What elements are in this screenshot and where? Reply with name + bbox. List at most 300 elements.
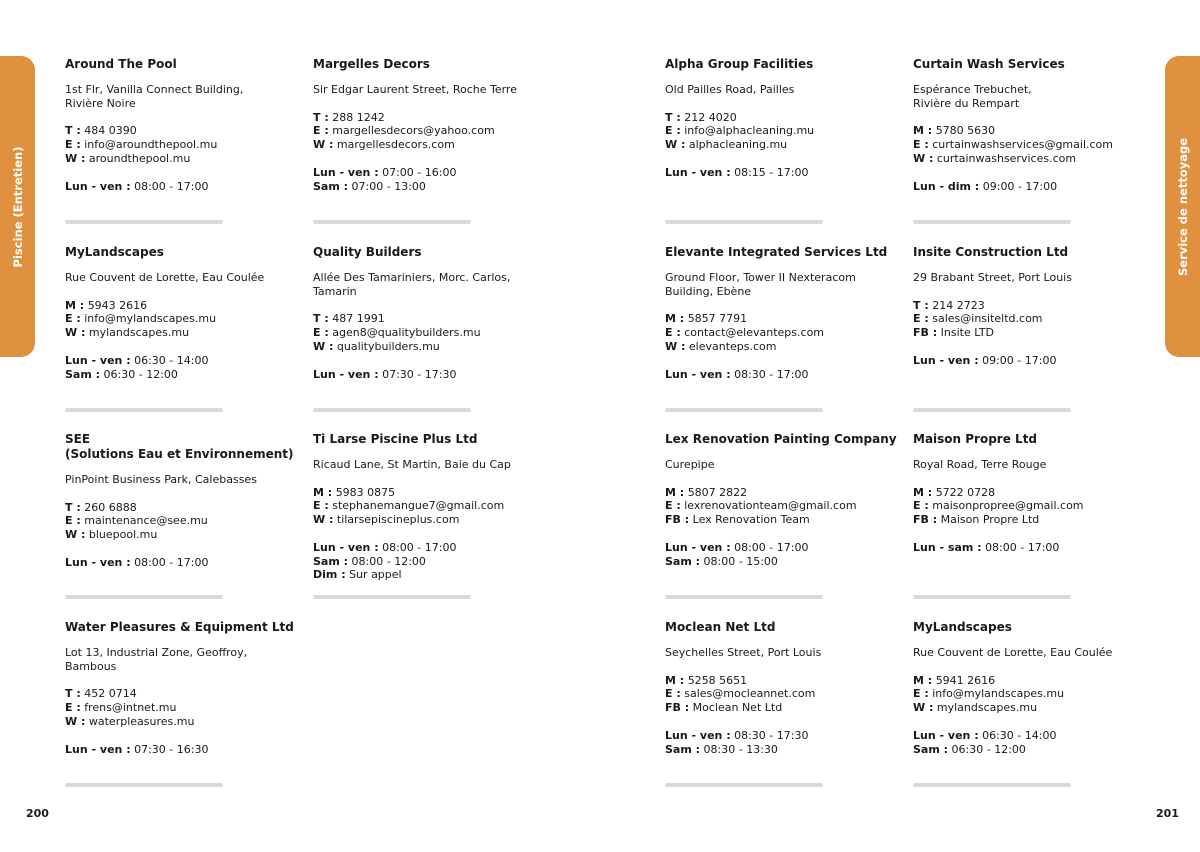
contact-value: margellesdecors@yahoo.com (332, 124, 495, 138)
contact-value: agen8@qualitybuilders.mu (332, 326, 481, 340)
hours-line (665, 555, 905, 569)
address (65, 271, 305, 285)
contact-value: aroundthepool.mu (88, 151, 191, 165)
company-name-line: Moclean Net Ltd (665, 620, 776, 634)
contact-line (665, 687, 905, 701)
contact-label: W : (665, 339, 686, 353)
contact-line (65, 312, 305, 326)
company-name-line: Lex Renovation Painting Company (665, 432, 897, 446)
address (665, 458, 905, 472)
contact-value: 5983 0875 (335, 485, 396, 499)
hours-value: 08:30 - 17:30 (734, 728, 809, 742)
contact-label: T : (65, 124, 81, 138)
separator-bar (65, 595, 223, 599)
company-name (665, 432, 905, 447)
hours-label: Lun - ven : (65, 555, 131, 569)
contact-line (313, 326, 553, 340)
contact-label: E : (665, 326, 681, 340)
contact-line (665, 486, 905, 500)
hours-label: Sam : (313, 554, 349, 568)
address (65, 473, 305, 487)
separator-bar (65, 220, 223, 224)
listing-entry (913, 620, 1153, 756)
hours-line (65, 743, 305, 757)
contact-line (665, 674, 905, 688)
contact-line (313, 499, 553, 513)
company-name-line: Margelles Decors (313, 57, 430, 71)
contact-label: E : (65, 514, 81, 528)
side-tab-piscine (0, 56, 35, 357)
hours-label: Lun - ven : (65, 179, 131, 193)
hours-value: 08:30 - 17:00 (734, 367, 809, 381)
company-name (665, 245, 905, 260)
hours-line (913, 729, 1153, 743)
contact-value: margellesdecors.com (336, 138, 455, 152)
hours-line (913, 354, 1153, 368)
hours-label: Lun - ven : (65, 353, 131, 367)
contact-value: alphacleaning.mu (688, 138, 788, 152)
contact-value: contact@elevanteps.com (684, 326, 825, 340)
separator-bar (313, 220, 471, 224)
contact-info (313, 486, 553, 527)
hours-label: Lun - ven : (665, 728, 731, 742)
address-line: Rue Couvent de Lorette, Eau Coulée (65, 271, 265, 284)
opening-hours (913, 729, 1153, 757)
contact-line (313, 340, 553, 354)
contact-label: W : (65, 528, 86, 542)
hours-line (665, 541, 905, 555)
contact-line (913, 152, 1153, 166)
contact-line (665, 701, 905, 715)
company-name-line: SEE (65, 432, 91, 446)
company-name (65, 620, 305, 635)
contact-label: T : (65, 500, 81, 514)
contact-line (65, 299, 305, 313)
company-name-line: Around The Pool (65, 57, 177, 71)
contact-line (665, 312, 905, 326)
address (913, 83, 1153, 111)
address-line: PinPoint Business Park, Calebasses (65, 473, 257, 486)
contact-value: elevanteps.com (688, 339, 777, 353)
separator-bar (913, 408, 1071, 412)
contact-line (913, 701, 1153, 715)
contact-label: T : (313, 110, 329, 124)
contact-value: 5943 2616 (87, 298, 148, 312)
company-name (65, 57, 305, 72)
company-name-line: Maison Propre Ltd (913, 432, 1038, 446)
contact-value: curtainwashservices@gmail.com (932, 138, 1113, 152)
contact-label: T : (665, 110, 681, 124)
hours-value: 08:15 - 17:00 (734, 165, 809, 179)
contact-label: W : (313, 513, 334, 527)
contact-value: sales@insiteltd.com (932, 312, 1043, 326)
contact-value: 260 6888 (84, 500, 137, 514)
hours-value: 08:00 - 12:00 (351, 554, 426, 568)
contact-value: 5780 5630 (935, 124, 996, 138)
contact-label: T : (313, 312, 329, 326)
hours-line (65, 556, 305, 570)
contact-label: W : (313, 138, 334, 152)
contact-line (913, 687, 1153, 701)
hours-line (665, 743, 905, 757)
company-name-line: MyLandscapes (65, 245, 164, 259)
contact-label: M : (913, 124, 933, 138)
contact-label: E : (665, 687, 681, 701)
hours-value: 06:30 - 12:00 (103, 367, 178, 381)
contact-label: M : (913, 673, 933, 687)
contact-label: W : (913, 701, 934, 715)
address-line: Old Pailles Road, Pailles (665, 83, 795, 96)
address-line: Royal Road, Terre Rouge (913, 458, 1047, 471)
contact-line (913, 124, 1153, 138)
contact-value: info@aroundthepool.mu (84, 138, 218, 152)
company-name (913, 57, 1153, 72)
contact-info (65, 299, 305, 340)
address-line: Lot 13, Industrial Zone, Geoffroy, (65, 646, 248, 659)
company-name-line: Alpha Group Facilities (665, 57, 814, 71)
listing-entry (313, 432, 553, 582)
contact-label: E : (313, 124, 329, 138)
hours-value: 07:00 - 13:00 (351, 179, 426, 193)
opening-hours (65, 556, 305, 570)
contact-label: M : (665, 312, 685, 326)
side-tab-label: Piscine (Entretien) (10, 146, 25, 267)
contact-line (665, 340, 905, 354)
contact-info (913, 486, 1153, 527)
company-name (665, 620, 905, 635)
address-line: Espérance Trebuchet, (913, 83, 1032, 96)
address-line: 29 Brabant Street, Port Louis (913, 271, 1072, 284)
contact-line (913, 326, 1153, 340)
address (665, 271, 905, 299)
hours-label: Lun - ven : (313, 367, 379, 381)
company-name-line: Quality Builders (313, 245, 422, 259)
contact-line (913, 674, 1153, 688)
contact-value: 212 4020 (684, 110, 737, 124)
hours-line (665, 368, 905, 382)
hours-value: 09:00 - 17:00 (982, 353, 1057, 367)
listing-entry (65, 432, 305, 570)
company-name (65, 432, 305, 462)
opening-hours (65, 180, 305, 194)
contact-label: M : (665, 673, 685, 687)
contact-line (313, 138, 553, 152)
contact-label: W : (913, 151, 934, 165)
company-name-line: Elevante Integrated Services Ltd (665, 245, 888, 259)
side-tab-nettoyage (1165, 56, 1200, 357)
hours-value: 07:00 - 16:00 (382, 165, 457, 179)
contact-info (665, 674, 905, 715)
address-line: Ricaud Lane, St Martin, Baie du Cap (313, 458, 511, 471)
hours-label: Lun - ven : (665, 165, 731, 179)
page-number-right: 201 (1156, 807, 1179, 820)
company-name-line: Curtain Wash Services (913, 57, 1065, 71)
opening-hours (665, 368, 905, 382)
contact-value: mylandscapes.mu (88, 326, 190, 340)
contact-value: Moclean Net Ltd (692, 701, 783, 715)
contact-line (913, 312, 1153, 326)
company-name (313, 245, 553, 260)
contact-label: M : (913, 485, 933, 499)
contact-label: E : (913, 138, 929, 152)
company-name (913, 245, 1153, 260)
contact-line (665, 326, 905, 340)
hours-line (313, 568, 553, 582)
contact-line (65, 715, 305, 729)
separator-bar (65, 408, 223, 412)
contact-line (665, 111, 905, 125)
separator-bar (65, 783, 223, 787)
contact-info (913, 299, 1153, 340)
address-line: Allée Des Tamariniers, Morc. Carlos, (313, 271, 511, 284)
contact-value: 5258 5651 (687, 673, 748, 687)
listing-entry (665, 57, 905, 180)
hours-line (313, 541, 553, 555)
opening-hours (313, 541, 553, 582)
address-line: 1st Flr, Vanilla Connect Building, (65, 83, 244, 96)
hours-value: 06:30 - 14:00 (134, 353, 209, 367)
hours-line (913, 541, 1153, 555)
address (313, 83, 553, 97)
listing-entry (913, 432, 1153, 555)
contact-label: W : (65, 714, 86, 728)
address-line: Seychelles Street, Port Louis (665, 646, 822, 659)
contact-line (665, 513, 905, 527)
separator-bar (313, 408, 471, 412)
address-line: Building, Ebène (665, 284, 752, 298)
opening-hours (65, 743, 305, 757)
contact-value: info@alphacleaning.mu (684, 124, 815, 138)
contact-value: maisonpropree@gmail.com (932, 499, 1084, 513)
contact-label: FB : (665, 701, 690, 715)
contact-label: T : (913, 298, 929, 312)
contact-label: FB : (665, 513, 690, 527)
hours-line (313, 555, 553, 569)
hours-value: 06:30 - 12:00 (951, 742, 1026, 756)
contact-value: lexrenovationteam@gmail.com (684, 499, 857, 513)
address-line: Bambous (65, 659, 117, 673)
company-name (65, 245, 305, 260)
opening-hours (913, 354, 1153, 368)
listing-entry (65, 245, 305, 381)
contact-label: W : (313, 339, 334, 353)
contact-label: W : (65, 326, 86, 340)
listing-entry (913, 57, 1153, 193)
address (665, 646, 905, 660)
contact-value: info@mylandscapes.mu (932, 687, 1065, 701)
contact-value: 487 1991 (332, 312, 385, 326)
contact-info (65, 501, 305, 542)
contact-line (65, 124, 305, 138)
company-name-line: Ti Larse Piscine Plus Ltd (313, 432, 478, 446)
separator-bar (665, 595, 823, 599)
hours-label: Sam : (665, 554, 701, 568)
contact-info (913, 124, 1153, 165)
contact-label: E : (313, 326, 329, 340)
address (913, 271, 1153, 285)
contact-line (913, 138, 1153, 152)
contact-value: frens@intnet.mu (84, 701, 177, 715)
opening-hours (665, 541, 905, 569)
side-tab-label: Service de nettoyage (1175, 137, 1190, 276)
separator-bar (665, 220, 823, 224)
opening-hours (913, 180, 1153, 194)
contact-value: maintenance@see.mu (84, 514, 208, 528)
address (313, 458, 553, 472)
contact-line (913, 299, 1153, 313)
hours-value: 08:00 - 17:00 (134, 179, 209, 193)
opening-hours (665, 729, 905, 757)
address-line: Rivière Noire (65, 96, 136, 110)
hours-value: 07:30 - 16:30 (134, 742, 209, 756)
contact-label: W : (65, 151, 86, 165)
listing-entry (65, 57, 305, 193)
company-name (313, 57, 553, 72)
contact-value: 288 1242 (332, 110, 385, 124)
listing-entry (665, 620, 905, 756)
contact-line (65, 687, 305, 701)
hours-line (65, 368, 305, 382)
contact-line (65, 528, 305, 542)
contact-label: M : (313, 485, 333, 499)
company-name (913, 432, 1153, 447)
contact-info (665, 312, 905, 353)
hours-label: Lun - ven : (665, 367, 731, 381)
contact-label: E : (313, 499, 329, 513)
contact-line (313, 486, 553, 500)
hours-label: Lun - ven : (313, 165, 379, 179)
company-name-line: Water Pleasures & Equipment Ltd (65, 620, 294, 634)
contact-label: W : (665, 138, 686, 152)
opening-hours (665, 166, 905, 180)
contact-value: info@mylandscapes.mu (84, 312, 217, 326)
opening-hours (65, 354, 305, 382)
contact-value: waterpleasures.mu (88, 714, 195, 728)
hours-line (313, 166, 553, 180)
contact-value: 5807 2822 (687, 485, 748, 499)
contact-value: sales@mocleannet.com (684, 687, 816, 701)
address (65, 83, 305, 111)
contact-label: M : (65, 298, 85, 312)
contact-line (665, 138, 905, 152)
listing-entry (313, 245, 553, 381)
contact-label: E : (913, 687, 929, 701)
contact-line (313, 513, 553, 527)
company-name (913, 620, 1153, 635)
hours-line (913, 743, 1153, 757)
contact-info (913, 674, 1153, 715)
hours-label: Sam : (913, 742, 949, 756)
contact-value: Maison Propre Ltd (940, 513, 1040, 527)
separator-bar (913, 595, 1071, 599)
opening-hours (313, 166, 553, 194)
hours-label: Lun - ven : (665, 540, 731, 554)
company-name (665, 57, 905, 72)
listing-entry (665, 245, 905, 381)
contact-value: 484 0390 (84, 124, 137, 138)
listing-entry (913, 245, 1153, 368)
contact-line (913, 513, 1153, 527)
contact-value: 214 2723 (932, 298, 985, 312)
contact-line (65, 501, 305, 515)
hours-line (313, 180, 553, 194)
contact-label: M : (665, 485, 685, 499)
contact-line (913, 486, 1153, 500)
opening-hours (313, 368, 553, 382)
separator-bar (665, 783, 823, 787)
address-line: Tamarin (313, 284, 357, 298)
hours-line (665, 729, 905, 743)
contact-value: Lex Renovation Team (692, 513, 810, 527)
contact-line (65, 138, 305, 152)
opening-hours (913, 541, 1153, 555)
company-name-line: (Solutions Eau et Environnement) (65, 447, 294, 461)
contact-label: E : (65, 312, 81, 326)
address-line: Ground Floor, Tower II Nexteracom (665, 271, 856, 284)
address-line: Curepipe (665, 458, 715, 471)
address (665, 83, 905, 97)
hours-label: Lun - dim : (913, 179, 980, 193)
hours-value: 07:30 - 17:30 (382, 367, 457, 381)
contact-label: T : (65, 687, 81, 701)
contact-label: E : (665, 499, 681, 513)
contact-label: E : (913, 312, 929, 326)
hours-line (313, 368, 553, 382)
contact-line (665, 499, 905, 513)
hours-label: Sam : (65, 367, 101, 381)
contact-line (313, 111, 553, 125)
address (913, 458, 1153, 472)
contact-label: E : (65, 138, 81, 152)
hours-label: Lun - ven : (913, 728, 979, 742)
contact-value: 5857 7791 (687, 312, 748, 326)
listing-entry (65, 620, 305, 756)
separator-bar (313, 595, 471, 599)
hours-value: 08:00 - 17:00 (985, 540, 1060, 554)
contact-line (913, 499, 1153, 513)
contact-label: FB : (913, 326, 938, 340)
address-line: Sir Edgar Laurent Street, Roche Terre (313, 83, 517, 96)
contact-value: curtainwashservices.com (936, 151, 1077, 165)
contact-line (65, 152, 305, 166)
address (913, 646, 1153, 660)
hours-value: Sur appel (349, 568, 402, 582)
contact-value: bluepool.mu (88, 528, 158, 542)
hours-value: 08:00 - 17:00 (734, 540, 809, 554)
contact-value: 452 0714 (84, 687, 137, 701)
separator-bar (913, 783, 1071, 787)
hours-line (65, 354, 305, 368)
address (313, 271, 553, 299)
hours-line (665, 166, 905, 180)
company-name-line: Insite Construction Ltd (913, 245, 1069, 259)
company-name-line: MyLandscapes (913, 620, 1012, 634)
listing-entry (665, 432, 905, 568)
address (65, 646, 305, 674)
separator-bar (665, 408, 823, 412)
hours-label: Dim : (313, 568, 346, 582)
contact-line (313, 124, 553, 138)
hours-value: 08:00 - 17:00 (382, 540, 457, 554)
contact-label: E : (913, 499, 929, 513)
hours-label: Lun - sam : (913, 540, 982, 554)
contact-line (665, 124, 905, 138)
address-line: Rivière du Rempart (913, 96, 1020, 110)
page-number-left: 200 (26, 807, 49, 820)
hours-label: Lun - ven : (313, 540, 379, 554)
contact-label: E : (665, 124, 681, 138)
separator-bar (913, 220, 1071, 224)
